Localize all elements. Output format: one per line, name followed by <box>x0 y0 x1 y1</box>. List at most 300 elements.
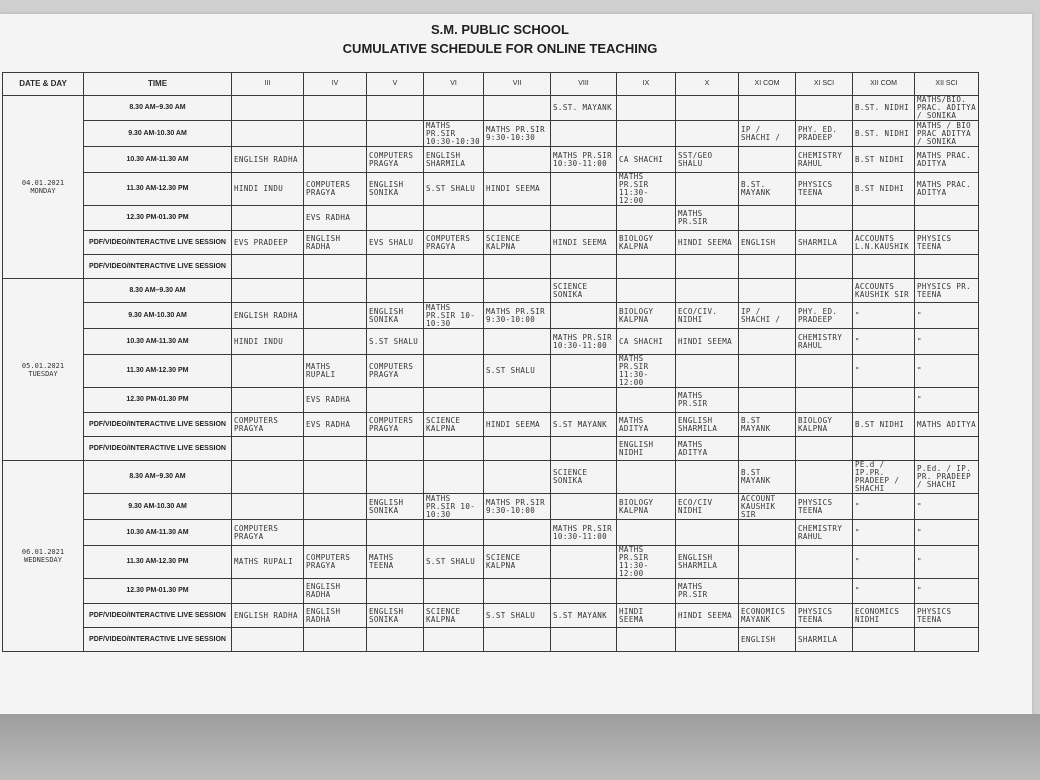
class-slot-cell <box>232 147 304 173</box>
class-slot-cell <box>304 546 367 579</box>
slot-entry: EVS RADHA <box>306 419 351 429</box>
slot-entry: CA SHACHI <box>619 154 664 164</box>
class-slot-cell <box>304 279 367 303</box>
class-slot-cell <box>915 147 979 173</box>
class-slot-cell <box>424 231 484 255</box>
slot-entry: S.ST MAYANK <box>553 610 608 620</box>
slot-entry: BIOLOGY KALPNA <box>619 497 654 515</box>
class-slot-cell <box>484 520 551 546</box>
class-slot-cell <box>232 413 304 437</box>
class-slot-cell <box>551 121 617 147</box>
slot-entry: HINDI INDU <box>234 336 284 346</box>
class-slot-cell <box>484 461 551 494</box>
class-slot-cell <box>232 494 304 520</box>
class-slot-cell <box>304 303 367 329</box>
slot-entry: MATHS PR.SIR 10:30-11:00 <box>553 150 612 168</box>
class-slot-cell <box>232 279 304 303</box>
slot-entry: MATHS ADITYA <box>917 419 976 429</box>
class-slot-cell <box>739 279 796 303</box>
schedule-row <box>3 355 979 388</box>
class-slot-cell <box>915 546 979 579</box>
class-slot-cell <box>232 121 304 147</box>
class-slot-cell <box>424 355 484 388</box>
class-slot-cell <box>796 147 853 173</box>
class-slot-cell <box>304 329 367 355</box>
class-slot-cell <box>232 206 304 231</box>
class-slot-cell <box>676 279 739 303</box>
slot-entry: MATHS PR.SIR 11:30-12:00 <box>619 545 649 578</box>
class-slot-cell <box>796 546 853 579</box>
class-slot-cell <box>367 628 424 652</box>
class-slot-cell <box>424 303 484 329</box>
slot-entry: EVS RADHA <box>306 213 351 222</box>
slot-entry: HINDI SEEMA <box>619 606 644 624</box>
time-slot: 8.30 AM–9.30 AM <box>84 279 232 303</box>
class-slot-cell <box>676 579 739 604</box>
class-slot-cell <box>617 546 676 579</box>
slot-entry: " <box>855 336 860 346</box>
class-slot-cell <box>424 121 484 147</box>
class-slot-cell <box>853 494 915 520</box>
class-slot-cell <box>617 173 676 206</box>
class-slot-cell <box>304 388 367 413</box>
slot-entry: MATHS PR.SIR <box>678 582 708 599</box>
slot-entry: ECO/CIV NIDHI <box>678 497 713 515</box>
slot-entry: COMPUTERS PRAGYA <box>234 415 279 433</box>
slot-entry: ACCOUNTS L.N.KAUSHIK <box>855 233 910 251</box>
slot-entry: MATHS PR.SIR 9:30-10:30 <box>486 124 545 142</box>
slot-entry: HINDI INDU <box>234 184 284 193</box>
slot-entry: MATHS PR.SIR <box>678 209 708 226</box>
column-header: XII SCI <box>915 73 979 96</box>
class-slot-cell <box>915 437 979 461</box>
slot-entry: MATHS PRAC. ADITYA <box>917 150 972 168</box>
class-slot-cell <box>676 173 739 206</box>
class-slot-cell <box>424 96 484 121</box>
time-slot: 11.30 AM-12.30 PM <box>84 173 232 206</box>
class-slot-cell <box>367 461 424 494</box>
class-slot-cell <box>915 494 979 520</box>
class-slot-cell <box>676 121 739 147</box>
time-slot: 9.30 AM-10.30 AM <box>84 121 232 147</box>
class-slot-cell <box>232 604 304 628</box>
slot-entry: ECO/CIV. NIDHI <box>678 306 718 324</box>
class-slot-cell <box>232 520 304 546</box>
slot-entry: S.ST SHALU <box>369 336 419 346</box>
slot-entry: MATHS RUPALI <box>234 557 293 566</box>
class-slot-cell <box>367 96 424 121</box>
slot-entry: SST/GEO SHALU <box>678 150 713 168</box>
slot-entry: ENGLISH RADHA <box>234 610 298 620</box>
class-slot-cell <box>424 388 484 413</box>
class-slot-cell <box>551 96 617 121</box>
schedule-table <box>2 72 979 652</box>
class-slot-cell <box>853 279 915 303</box>
class-slot-cell <box>676 329 739 355</box>
schedule-row <box>3 96 979 121</box>
column-header: XI SCI <box>796 73 853 96</box>
slot-entry: COMPUTERS PRAGYA <box>306 553 351 570</box>
class-slot-cell <box>232 355 304 388</box>
class-slot-cell <box>676 413 739 437</box>
class-slot-cell <box>551 279 617 303</box>
slot-entry: CHEMISTRY RAHUL <box>798 523 843 541</box>
slot-entry: MATHS TEENA <box>369 553 394 570</box>
slot-entry: " <box>917 527 922 537</box>
slot-entry: ENGLISH RADHA <box>306 606 341 624</box>
time-slot: PDF/VIDEO/INTERACTIVE LIVE SESSION <box>84 604 232 628</box>
slot-entry: " <box>855 366 860 375</box>
class-slot-cell <box>853 546 915 579</box>
slot-entry: " <box>855 586 860 595</box>
time-slot: 8.30 AM–9.30 AM <box>84 96 232 121</box>
class-slot-cell <box>617 604 676 628</box>
class-slot-cell <box>617 279 676 303</box>
slot-entry: ENGLISH SONIKA <box>369 306 404 324</box>
class-slot-cell <box>424 206 484 231</box>
class-slot-cell <box>424 461 484 494</box>
slot-entry: ENGLISH RADHA <box>306 582 341 599</box>
class-slot-cell <box>796 437 853 461</box>
class-slot-cell <box>796 329 853 355</box>
class-slot-cell <box>367 329 424 355</box>
class-slot-cell <box>915 355 979 388</box>
class-slot-cell <box>367 388 424 413</box>
slot-entry: HINDI SEEMA <box>678 336 733 346</box>
slot-entry: CA SHACHI <box>619 336 664 346</box>
class-slot-cell <box>424 413 484 437</box>
class-slot-cell <box>853 388 915 413</box>
class-slot-cell <box>739 96 796 121</box>
column-header: VI <box>424 73 484 96</box>
slot-entry: SCIENCE KALPNA <box>426 415 461 433</box>
class-slot-cell <box>796 413 853 437</box>
class-slot-cell <box>676 546 739 579</box>
class-slot-cell <box>617 388 676 413</box>
class-slot-cell <box>853 147 915 173</box>
class-slot-cell <box>853 437 915 461</box>
slot-entry: PHYSICS TEENA <box>917 233 952 251</box>
schedule-row <box>3 206 979 231</box>
class-slot-cell <box>304 628 367 652</box>
class-slot-cell <box>676 355 739 388</box>
column-header: III <box>232 73 304 96</box>
class-slot-cell <box>617 413 676 437</box>
slot-entry: COMPUTERS PRAGYA <box>369 150 414 168</box>
class-slot-cell <box>853 604 915 628</box>
slot-entry: HINDI SEEMA <box>678 610 733 620</box>
slot-entry: MATHS PR.SIR 11:30-12:00 <box>619 172 649 205</box>
slot-entry: " <box>855 501 860 511</box>
class-slot-cell <box>304 255 367 279</box>
class-slot-cell <box>304 579 367 604</box>
class-slot-cell <box>367 413 424 437</box>
slot-entry: SHARMILA <box>798 634 838 644</box>
slot-entry: ENGLISH SHARMILA <box>426 150 466 168</box>
class-slot-cell <box>739 388 796 413</box>
class-slot-cell <box>232 546 304 579</box>
slot-entry: B.ST. MAYANK <box>741 180 771 197</box>
slot-entry: ENGLISH SONIKA <box>369 497 404 515</box>
class-slot-cell <box>796 494 853 520</box>
slot-entry: PHY. ED. PRADEEP <box>798 306 838 324</box>
class-slot-cell <box>915 96 979 121</box>
class-slot-cell <box>551 303 617 329</box>
slot-entry: EVS RADHA <box>306 395 351 404</box>
slot-entry: P.Ed. / IP. PR. PRADEEP / SHACHI <box>917 464 972 489</box>
class-slot-cell <box>304 231 367 255</box>
class-slot-cell <box>232 579 304 604</box>
class-slot-cell <box>484 96 551 121</box>
slot-entry: B.ST NIDHI <box>855 184 905 193</box>
slot-entry: MATHS ADITYA <box>678 439 708 457</box>
class-slot-cell <box>676 388 739 413</box>
slot-entry: S.ST MAYANK <box>553 419 608 429</box>
class-slot-cell <box>484 147 551 173</box>
slot-entry: ENGLISH RADHA <box>306 233 341 251</box>
class-slot-cell <box>739 494 796 520</box>
class-slot-cell <box>484 206 551 231</box>
class-slot-cell <box>676 303 739 329</box>
class-slot-cell <box>617 437 676 461</box>
class-slot-cell <box>551 413 617 437</box>
class-slot-cell <box>484 279 551 303</box>
class-slot-cell <box>915 231 979 255</box>
schedule-row <box>3 279 979 303</box>
slot-entry: " <box>917 586 922 595</box>
slot-entry: MATHS PR.SIR 9:30-10:00 <box>486 497 545 515</box>
slot-entry: SCIENCE KALPNA <box>426 606 461 624</box>
slot-entry: S.ST SHALU <box>426 184 476 193</box>
class-slot-cell <box>367 206 424 231</box>
time-slot: PDF/VIDEO/INTERACTIVE LIVE SESSION <box>84 628 232 652</box>
slot-entry: S.ST SHALU <box>426 557 476 566</box>
class-slot-cell <box>796 255 853 279</box>
class-slot-cell <box>796 604 853 628</box>
class-slot-cell <box>424 437 484 461</box>
class-slot-cell <box>796 231 853 255</box>
class-slot-cell <box>484 437 551 461</box>
column-header: VIII <box>551 73 617 96</box>
column-header: IX <box>617 73 676 96</box>
class-slot-cell <box>617 494 676 520</box>
slot-entry: " <box>855 527 860 537</box>
slot-entry: " <box>917 310 922 320</box>
slot-entry: MATHS PR.SIR <box>678 391 708 408</box>
class-slot-cell <box>617 255 676 279</box>
time-slot: 8.30 AM–9.30 AM <box>84 461 232 494</box>
class-slot-cell <box>484 628 551 652</box>
class-slot-cell <box>617 628 676 652</box>
class-slot-cell <box>617 461 676 494</box>
class-slot-cell <box>853 413 915 437</box>
class-slot-cell <box>551 604 617 628</box>
class-slot-cell <box>367 121 424 147</box>
class-slot-cell <box>915 461 979 494</box>
class-slot-cell <box>853 231 915 255</box>
class-slot-cell <box>367 255 424 279</box>
column-header: XI COM <box>739 73 796 96</box>
class-slot-cell <box>551 329 617 355</box>
class-slot-cell <box>424 329 484 355</box>
schedule-row <box>3 604 979 628</box>
class-slot-cell <box>739 461 796 494</box>
class-slot-cell <box>915 413 979 437</box>
class-slot-cell <box>551 494 617 520</box>
slot-entry: ENGLISH SONIKA <box>369 606 404 624</box>
slot-entry: ENGLISH SHARMILA <box>678 553 718 570</box>
slot-entry: ACCOUNT KAUSHIK SIR <box>741 493 776 519</box>
class-slot-cell <box>232 96 304 121</box>
schedule-row <box>3 121 979 147</box>
schedule-row <box>3 579 979 604</box>
class-slot-cell <box>915 255 979 279</box>
class-slot-cell <box>367 437 424 461</box>
class-slot-cell <box>367 494 424 520</box>
slot-entry: COMPUTERS PRAGYA <box>369 362 414 379</box>
class-slot-cell <box>796 355 853 388</box>
schedule-subtitle: CUMULATIVE SCHEDULE FOR ONLINE TEACHING <box>342 41 658 56</box>
slot-entry: ENGLISH NIDHI <box>619 439 654 457</box>
class-slot-cell <box>739 413 796 437</box>
class-slot-cell <box>232 303 304 329</box>
class-slot-cell <box>232 437 304 461</box>
class-slot-cell <box>853 173 915 206</box>
class-slot-cell <box>367 355 424 388</box>
schedule-row <box>3 628 979 652</box>
class-slot-cell <box>739 121 796 147</box>
header-row <box>3 73 979 96</box>
class-slot-cell <box>853 255 915 279</box>
class-slot-cell <box>551 206 617 231</box>
date-label: 04.01.2021 <box>21 179 65 187</box>
class-slot-cell <box>424 255 484 279</box>
slot-entry: SCIENCE SONIKA <box>553 468 588 485</box>
class-slot-cell <box>853 579 915 604</box>
slot-entry: B.ST MAYANK <box>741 415 771 433</box>
schedule-row <box>3 388 979 413</box>
time-slot: PDF/VIDEO/INTERACTIVE LIVE SESSION <box>84 437 232 461</box>
class-slot-cell <box>796 303 853 329</box>
class-slot-cell <box>484 388 551 413</box>
class-slot-cell <box>484 173 551 206</box>
column-header: TIME <box>84 73 232 96</box>
class-slot-cell <box>739 329 796 355</box>
class-slot-cell <box>915 520 979 546</box>
slot-entry: COMPUTERS PRAGYA <box>306 180 351 197</box>
time-slot: PDF/VIDEO/INTERACTIVE LIVE SESSION <box>84 255 232 279</box>
date-label: 06.01.2021 <box>21 548 65 556</box>
slot-entry: CHEMISTRY RAHUL <box>798 150 843 168</box>
class-slot-cell <box>232 255 304 279</box>
time-slot: 12.30 PM-01.30 PM <box>84 579 232 604</box>
slot-entry: " <box>917 336 922 346</box>
class-slot-cell <box>304 461 367 494</box>
slot-entry: MATHS PR.SIR 10-10:30 <box>426 302 476 328</box>
slot-entry: BIOLOGY KALPNA <box>798 415 833 433</box>
class-slot-cell <box>484 355 551 388</box>
slot-entry: ENGLISH <box>741 634 776 644</box>
class-slot-cell <box>676 604 739 628</box>
slot-entry: S.ST SHALU <box>486 610 536 620</box>
class-slot-cell <box>617 206 676 231</box>
school-title: S.M. PUBLIC SCHOOL <box>431 22 569 37</box>
class-slot-cell <box>367 546 424 579</box>
class-slot-cell <box>915 121 979 147</box>
slot-entry: SHARMILA <box>798 237 838 247</box>
class-slot-cell <box>551 147 617 173</box>
class-slot-cell <box>676 96 739 121</box>
day-label: TUESDAY <box>28 369 58 378</box>
class-slot-cell <box>915 279 979 303</box>
class-slot-cell <box>796 461 853 494</box>
class-slot-cell <box>739 628 796 652</box>
class-slot-cell <box>853 461 915 494</box>
slot-entry: MATHS ADITYA <box>619 415 649 433</box>
class-slot-cell <box>739 579 796 604</box>
slot-entry: " <box>917 395 922 404</box>
class-slot-cell <box>796 96 853 121</box>
class-slot-cell <box>739 355 796 388</box>
class-slot-cell <box>304 413 367 437</box>
slot-entry: ENGLISH <box>741 237 776 247</box>
schedule-row <box>3 147 979 173</box>
time-slot: PDF/VIDEO/INTERACTIVE LIVE SESSION <box>84 231 232 255</box>
slot-entry: " <box>917 366 922 375</box>
class-slot-cell <box>617 231 676 255</box>
slot-entry: HINDI SEEMA <box>486 419 541 429</box>
slot-entry: B.ST NIDHI <box>855 419 905 429</box>
class-slot-cell <box>484 329 551 355</box>
class-slot-cell <box>367 279 424 303</box>
time-slot: 11.30 AM-12.30 PM <box>84 355 232 388</box>
class-slot-cell <box>484 579 551 604</box>
class-slot-cell <box>676 147 739 173</box>
class-slot-cell <box>915 604 979 628</box>
class-slot-cell <box>853 121 915 147</box>
class-slot-cell <box>484 546 551 579</box>
slot-entry: SCIENCE SONIKA <box>553 281 588 299</box>
class-slot-cell <box>232 388 304 413</box>
class-slot-cell <box>424 494 484 520</box>
class-slot-cell <box>232 628 304 652</box>
slot-entry: ENGLISH RADHA <box>234 154 298 164</box>
class-slot-cell <box>484 413 551 437</box>
class-slot-cell <box>424 579 484 604</box>
class-slot-cell <box>676 255 739 279</box>
class-slot-cell <box>367 173 424 206</box>
class-slot-cell <box>676 628 739 652</box>
class-slot-cell <box>915 173 979 206</box>
class-slot-cell <box>424 546 484 579</box>
slot-entry: PE.d / IP.PR. PRADEEP / SHACHI <box>855 460 900 493</box>
class-slot-cell <box>739 147 796 173</box>
class-slot-cell <box>617 579 676 604</box>
slot-entry: MATHS PR.SIR 9:30-10:00 <box>486 306 545 324</box>
time-slot: 9.30 AM-10.30 AM <box>84 303 232 329</box>
class-slot-cell <box>551 520 617 546</box>
schedule-row <box>3 546 979 579</box>
schedule-row <box>3 461 979 494</box>
slot-entry: MATHS PR.SIR 10-10:30 <box>426 493 476 519</box>
class-slot-cell <box>304 147 367 173</box>
class-slot-cell <box>617 121 676 147</box>
class-slot-cell <box>676 494 739 520</box>
slot-entry: ACCOUNTS KAUSHIK SIR <box>855 281 910 299</box>
column-header: VII <box>484 73 551 96</box>
class-slot-cell <box>304 96 367 121</box>
class-slot-cell <box>796 173 853 206</box>
